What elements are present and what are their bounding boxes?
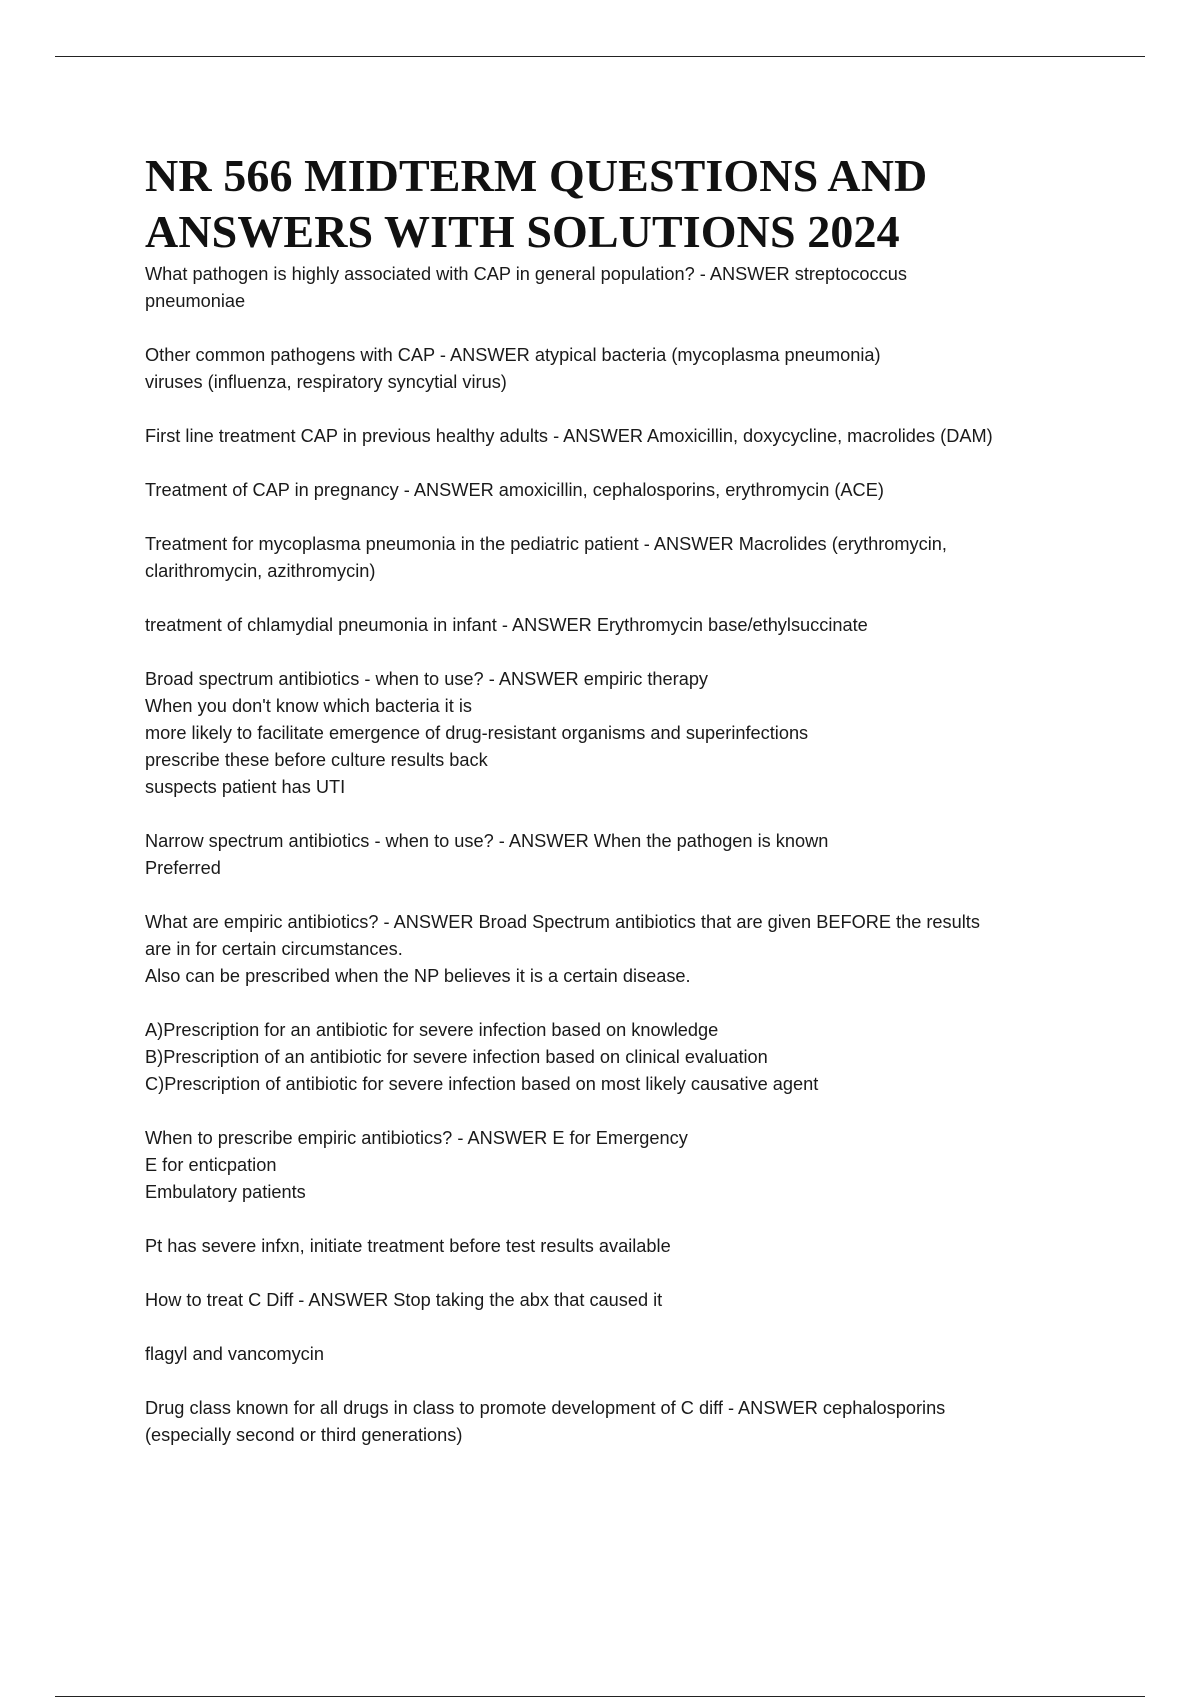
title-line: ANSWERS WITH SOLUTIONS 2024 — [145, 206, 900, 257]
bottom-rule — [55, 1696, 1145, 1697]
qa-line: Pt has severe infxn, initiate treatment before test results available — [145, 1236, 671, 1256]
qa-line: How to treat C Diff - ANSWER Stop taking the abx that caused it — [145, 1290, 663, 1310]
qa-line: Broad spectrum antibiotics - when to use? - ANSWER empiric therapy — [145, 669, 709, 689]
qa-item — [145, 612, 1100, 639]
qa-line: more likely to facilitate emergence of drug-resistant organisms and superinfections — [145, 723, 809, 743]
qa-line: Narrow spectrum antibiotics - when to use? - ANSWER When the pathogen is known — [145, 831, 829, 851]
document-page — [145, 148, 1100, 1476]
qa-item — [145, 828, 1100, 882]
qa-line: clarithromycin, azithromycin) — [145, 561, 376, 581]
document-title — [145, 148, 1100, 260]
qa-item — [145, 909, 1100, 990]
qa-item — [145, 423, 1100, 450]
qa-line: E for enticpation — [145, 1155, 277, 1175]
qa-line: Other common pathogens with CAP - ANSWER atypical bacteria (mycoplasma pneumonia) — [145, 345, 881, 365]
qa-item — [145, 1395, 1100, 1449]
qa-line: Drug class known for all drugs in class to promote development of C diff - ANSWER cephalosporins — [145, 1398, 946, 1418]
qa-line: (especially second or third generations) — [145, 1425, 463, 1445]
top-rule — [55, 56, 1145, 57]
qa-line: B)Prescription of an antibiotic for severe infection based on clinical evaluation — [145, 1047, 768, 1067]
qa-line: A)Prescription for an antibiotic for severe infection based on knowledge — [145, 1020, 719, 1040]
qa-item — [145, 261, 1100, 315]
qa-line: Treatment for mycoplasma pneumonia in the pediatric patient - ANSWER Macrolides (erythromycin, — [145, 534, 947, 554]
qa-item — [145, 1017, 1100, 1098]
qa-line: prescribe these before culture results back — [145, 750, 488, 770]
qa-line: When to prescribe empiric antibiotics? - ANSWER E for Emergency — [145, 1128, 688, 1148]
qa-line: Preferred — [145, 858, 221, 878]
qa-item — [145, 531, 1100, 585]
qa-line: viruses (influenza, respiratory syncytial virus) — [145, 372, 507, 392]
qa-list — [145, 261, 1100, 1449]
qa-item — [145, 1125, 1100, 1206]
qa-line: When you don't know which bacteria it is — [145, 696, 472, 716]
qa-line: Also can be prescribed when the NP believes it is a certain disease. — [145, 966, 691, 986]
qa-line: What are empiric antibiotics? - ANSWER Broad Spectrum antibiotics that are given BEFORE the results — [145, 912, 980, 932]
qa-line: First line treatment CAP in previous healthy adults - ANSWER Amoxicillin, doxycycline, macrolides (DAM) — [145, 426, 993, 446]
qa-line: are in for certain circumstances. — [145, 939, 403, 959]
qa-item — [145, 342, 1100, 396]
qa-line: Treatment of CAP in pregnancy - ANSWER amoxicillin, cephalosporins, erythromycin (ACE) — [145, 480, 884, 500]
qa-line: C)Prescription of antibiotic for severe infection based on most likely causative agent — [145, 1074, 819, 1094]
qa-line: Embulatory patients — [145, 1182, 306, 1202]
qa-item — [145, 1233, 1100, 1260]
qa-line: suspects patient has UTI — [145, 777, 346, 797]
qa-line: flagyl and vancomycin — [145, 1344, 324, 1364]
qa-item — [145, 1341, 1100, 1368]
qa-item — [145, 1287, 1100, 1314]
qa-line: pneumoniae — [145, 291, 246, 311]
qa-item — [145, 477, 1100, 504]
qa-item — [145, 666, 1100, 801]
title-line: NR 566 MIDTERM QUESTIONS AND — [145, 150, 928, 201]
qa-line: treatment of chlamydial pneumonia in infant - ANSWER Erythromycin base/ethylsuccinate — [145, 615, 868, 635]
qa-line: What pathogen is highly associated with CAP in general population? - ANSWER streptococcus — [145, 264, 907, 284]
